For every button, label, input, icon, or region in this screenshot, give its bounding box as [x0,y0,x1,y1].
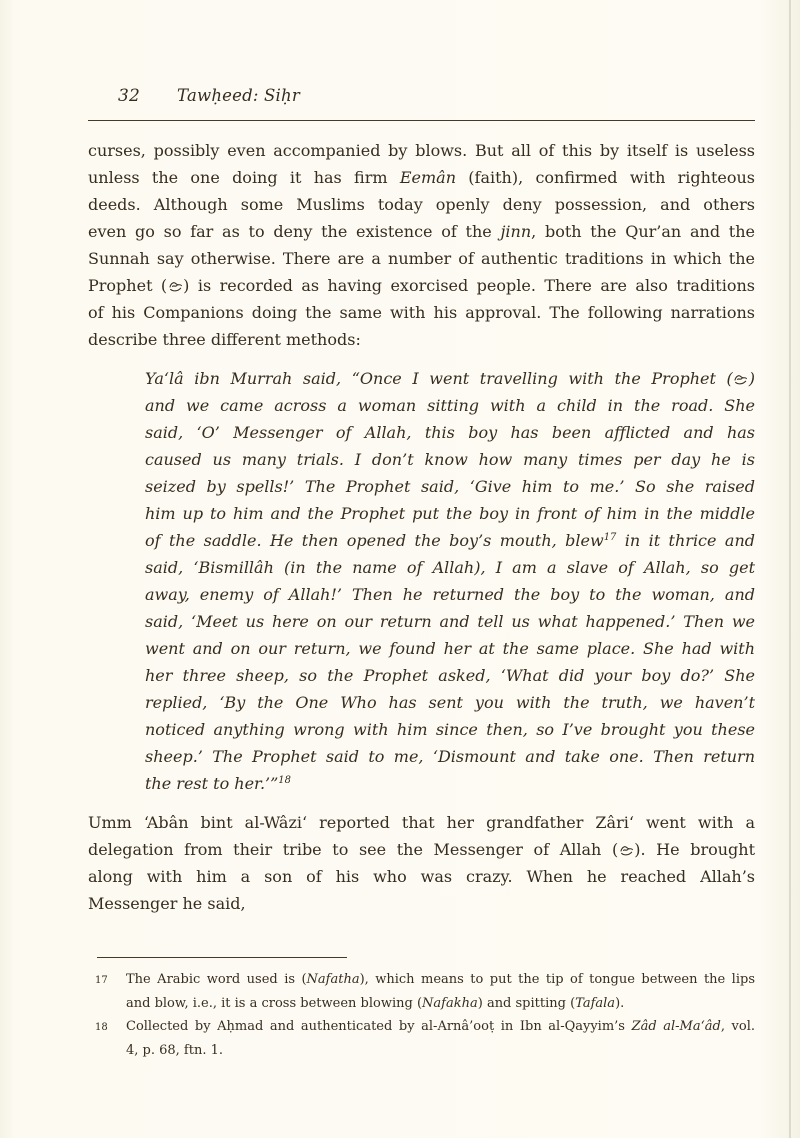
footnote-separator [97,957,347,958]
footnote-number: 17 [95,975,108,986]
text-line: noticed anything wrong with him since then, so I’ve brought you these [145,720,755,739]
footnote-text [126,1015,755,1062]
text-line: Prophet ( ) is recorded as having exorcised people. There are also traditions [88,276,755,295]
text-line: of his Companions doing the same with his approval. The following narrations [88,303,755,322]
scan-edge-shadow [789,0,791,1138]
text-line: and blow, i.e., it is a cross between blowing (Nafakha) and spitting (Tafala). [126,995,625,1011]
page-header [88,86,755,108]
text-line: Sunnah say otherwise. There are a number of authentic traditions in which the [88,249,755,268]
text-line: curses, possibly even accompanied by blows. But all of this by itself is useless [88,141,755,160]
text-line: said, ‘Meet us here on our return and tell us what happened.’ Then we [145,612,755,631]
paragraph-1 [88,137,755,353]
hadith-blockquote [145,365,755,797]
text-line: along with him a son of his who was crazy. When he reached Allah’s [88,867,755,886]
text-line: sheep.’ The Prophet said to me, ‘Dismount and take one. Then return [145,747,755,766]
footnote-number: 18 [95,1022,108,1033]
footnotes-section [88,968,755,1062]
text-line: and we came across a woman sitting with a child in the road. She [145,396,755,415]
text-line: of the saddle. He then opened the boy’s mouth, blew$^{17}$ in it thrice and [145,531,755,550]
running-title: Tawḥeed: Siḥr [177,86,300,105]
text-line: said, ‘O’ Messenger of Allah, this boy has been afflicted and has [145,423,755,442]
footnote-17 [88,968,755,1015]
text-line: 4, p. 68, ftn. 1. [126,1042,224,1058]
text-line: the rest to her.’”$^{18}$ [145,774,291,793]
text-line: went and on our return, we found her at the same place. She had with [145,639,755,658]
text-line: Ya‘lâ ibn Murrah said, “Once I went travelling with the Prophet ( ) [145,369,755,388]
text-line: even go so far as to deny the existence of the jinn, both the Qur’an and the [88,222,755,241]
text-line: Umm ‘Abân bint al-Wâzi‘ reported that her grandfather Zâri‘ went with a [88,813,755,832]
page-content [88,86,755,1062]
text-line: said, ‘Bismillâh (in the name of Allah), I am a slave of Allah, so get [145,558,755,577]
footnote-text [126,968,755,1015]
page-number: 32 [118,86,141,106]
text-line: delegation from their tribe to see the Messenger of Allah ( ). He brought [88,840,756,859]
text-line: caused us many trials. I don’t know how many times per day he is [145,450,755,469]
text-line: describe three different methods: [88,330,361,349]
text-line: away, enemy of Allah!’ Then he returned the boy to the woman, and [145,585,755,604]
text-line: The Arabic word used is (Nafatha), which means to put the tip of tongue between the lips [126,972,755,987]
header-rule [88,120,755,121]
prophet-honorific-icon [733,373,748,386]
prophet-honorific-icon [619,844,634,857]
text-line: Messenger he said, [88,894,246,913]
text-line: Collected by Aḥmad and authenticated by al-Arnâ’ooṭ in Ibn al-Qayyim’s Zâd al-Ma‘âd, vol. [126,1019,756,1034]
prophet-honorific-icon [168,280,183,293]
text-line: her three sheep, so the Prophet asked, ‘What did your boy do?’ She [145,666,755,685]
text-line: deeds. Although some Muslims today openly deny possession, and others [88,195,755,214]
text-line: him up to him and the Prophet put the boy in front of him in the middle [145,504,755,523]
text-line: replied, ‘By the One Who has sent you with the truth, we haven’t [145,693,755,712]
text-line: unless the one doing it has firm Eemân (faith), confirmed with righteous [88,168,756,187]
footnote-18 [88,1015,755,1062]
text-line: seized by spells!’ The Prophet said, ‘Give him to me.’ So she raised [145,477,755,496]
paragraph-2 [88,809,755,917]
